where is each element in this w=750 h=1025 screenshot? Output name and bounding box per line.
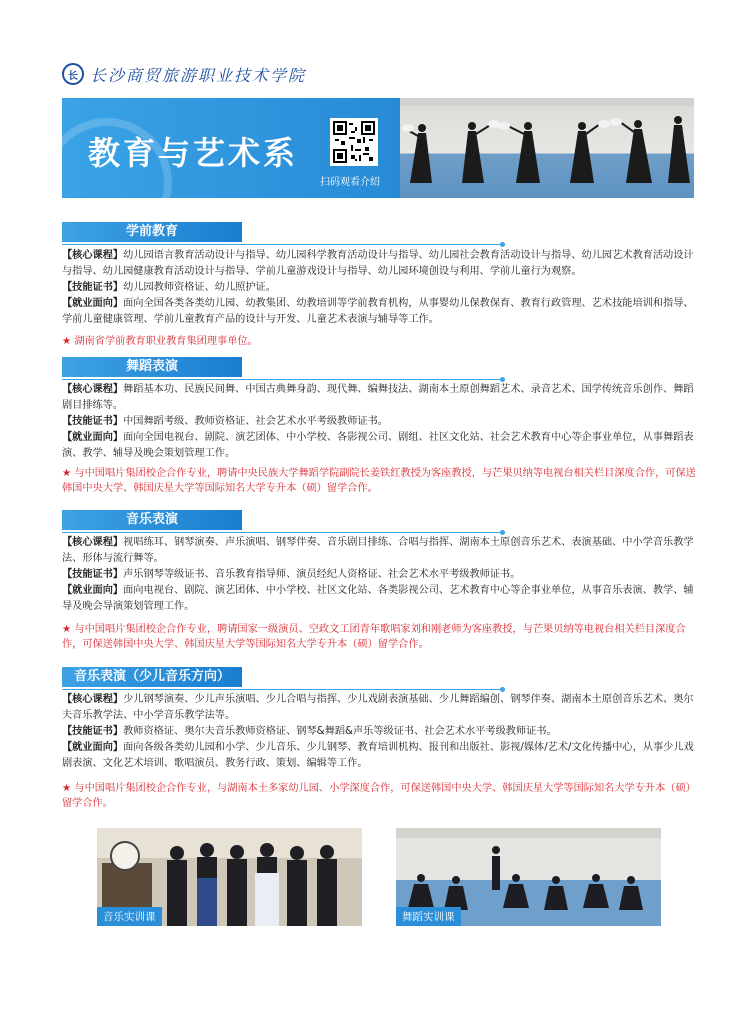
employment: 面向全国各类各类幼儿园、幼教集团、幼教培训等学前教育机构，从事婴幼儿保教保育、教育行政管理、艺术技能培训和指导、学前儿童健康管理、学前儿童教育产品的设计与开发、儿童艺术表演与辅导等工作。 [62, 298, 694, 325]
core-label: 【核心课程】 [62, 250, 124, 261]
photo-caption: 音乐实训课 [97, 907, 162, 926]
employment: 面向各级各类幼儿园和小学、少儿音乐、少儿钢琴、教育培训机构、报刊和出版社、影视/媒体/艺术/文化传播中心，从事少儿戏剧表演、文化艺术培训、歌唱演员、教务行政、策划、编辑等工作。 [62, 742, 694, 769]
college-logo [62, 60, 306, 88]
employment: 面向全国电视台、剧院、演艺团体、中小学校、各影视公司、剧组、社区文化站、社会艺术教育中心等企事业单位，从事舞蹈表演、教学、辅导及晚会策划管理工作。 [62, 432, 694, 459]
star-icon: ★ [62, 783, 72, 794]
highlight-note: ★ 与中国唱片集团校企合作专业，聘请中央民族大学舞蹈学院副院长姜铁红教授为客座教授，与芒果贝纳等电视台相关栏目深度合作，可保送韩国中央大学、韩国庆星大学等国际知名大学专升本（硕）留学合作。 [62, 468, 696, 494]
core-courses: 少儿钢琴演奏、少儿声乐演唱、少儿合唱与指挥、少儿戏剧表演基础、少儿舞蹈编创、钢琴伴奏、湖南本土原创音乐艺术、奥尔夫音乐教学法、中小学音乐教学法等。 [62, 694, 694, 721]
employment: 面向电视台、剧院、演艺团体、中小学校、社区文化站、各类影视公司、艺术教育中心等企事业单位，从事音乐表演、教学、辅导及晚会导演策划管理工作。 [62, 585, 694, 612]
certificates: 声乐钢琴等级证书、音乐教育指导师、演员经纪人资格证、社会艺术水平考级教师证书。 [123, 569, 521, 580]
job-label: 【就业面向】 [62, 585, 124, 596]
section-body-music [62, 535, 698, 615]
core-courses: 舞蹈基本功、民族民间舞、中国古典舞身韵、现代舞、编舞技法、湖南本土原创舞蹈艺术、录音艺术、国学传统音乐创作、舞蹈剧目排练等。 [62, 384, 694, 411]
cert-label: 【技能证书】 [62, 282, 124, 293]
highlight-note: ★ 湖南省学前教育职业教育集团理事单位。 [62, 336, 258, 347]
section-header-dance: 舞蹈表演 [62, 357, 242, 377]
section-body-preschool [62, 248, 698, 328]
certificates: 教师资格证、奥尔夫音乐教师资格证、钢琴&舞蹈&声乐等级证书、社会艺术水平考级教师证书。 [123, 726, 557, 737]
cert-label: 【技能证书】 [62, 569, 124, 580]
certificates: 幼儿园教师资格证、幼儿照护证。 [123, 282, 276, 293]
cert-label: 【技能证书】 [62, 416, 124, 427]
dancers-image [400, 98, 694, 198]
star-icon: ★ [62, 624, 72, 635]
section-divider [62, 532, 502, 533]
section-divider [62, 379, 502, 380]
banner-title: 教育与艺术系 [88, 134, 299, 172]
job-label: 【就业面向】 [62, 298, 124, 309]
certificates: 中国舞蹈考级、教师资格证、社会艺术水平考级教师证书。 [123, 416, 388, 427]
job-label: 【就业面向】 [62, 432, 124, 443]
section-header-children-music: 音乐表演（少儿音乐方向） [62, 667, 242, 687]
qr-code[interactable] [330, 118, 378, 166]
music-training-photo [97, 828, 362, 926]
core-courses: 视唱练耳、钢琴演奏、声乐演唱、钢琴伴奏、音乐剧目排练、合唱与指挥、湖南本土原创音乐艺术、表演基础、中小学音乐教学法、形体与流行舞等。 [62, 537, 694, 564]
section-header-preschool: 学前教育 [62, 222, 242, 242]
department-banner [62, 98, 694, 198]
star-icon: ★ [62, 336, 72, 347]
section-header-music: 音乐表演 [62, 510, 242, 530]
core-label: 【核心课程】 [62, 694, 124, 705]
college-name: 长沙商贸旅游职业技术学院 [90, 65, 307, 85]
dance-training-photo [396, 828, 661, 926]
job-label: 【就业面向】 [62, 742, 124, 753]
core-label: 【核心课程】 [62, 537, 124, 548]
highlight-note: ★ 与中国唱片集团校企合作专业，与湖南本土多家幼儿园、小学深度合作，可保送韩国中央大学、韩国庆星大学等国际知名大学专升本（硕）留学合作。 [62, 783, 696, 809]
core-label: 【核心课程】 [62, 384, 124, 395]
section-body-children-music [62, 692, 698, 772]
section-divider [62, 244, 502, 245]
dance-banner-photo [400, 98, 694, 198]
section-divider [62, 689, 502, 690]
photo-caption: 舞蹈实训课 [396, 907, 461, 926]
section-body-dance [62, 382, 698, 462]
highlight-note: ★ 与中国唱片集团校企合作专业，聘请国家一级演员、空政文工团青年歌唱家刘和刚老师为客座教授，与芒果贝纳等电视台相关栏目深度合作，可保送韩国中央大学、韩国庆星大学等国际知名大学专升本（硕）留学合作。 [62, 624, 686, 650]
star-icon: ★ [62, 468, 72, 479]
qr-code-icon [333, 121, 375, 163]
qr-caption: 扫码观看介绍 [320, 177, 380, 188]
college-seal-icon: 长 [62, 63, 84, 85]
core-courses: 幼儿园语言教育活动设计与指导、幼儿园科学教育活动设计与指导、幼儿园社会教育活动设计与指导、幼儿园艺术教育活动设计与指导、幼儿园健康教育活动设计与指导、学前儿童游戏设计与指导、幼儿园环境创设与利用、学前儿童行为观察。 [62, 250, 694, 277]
cert-label: 【技能证书】 [62, 726, 124, 737]
